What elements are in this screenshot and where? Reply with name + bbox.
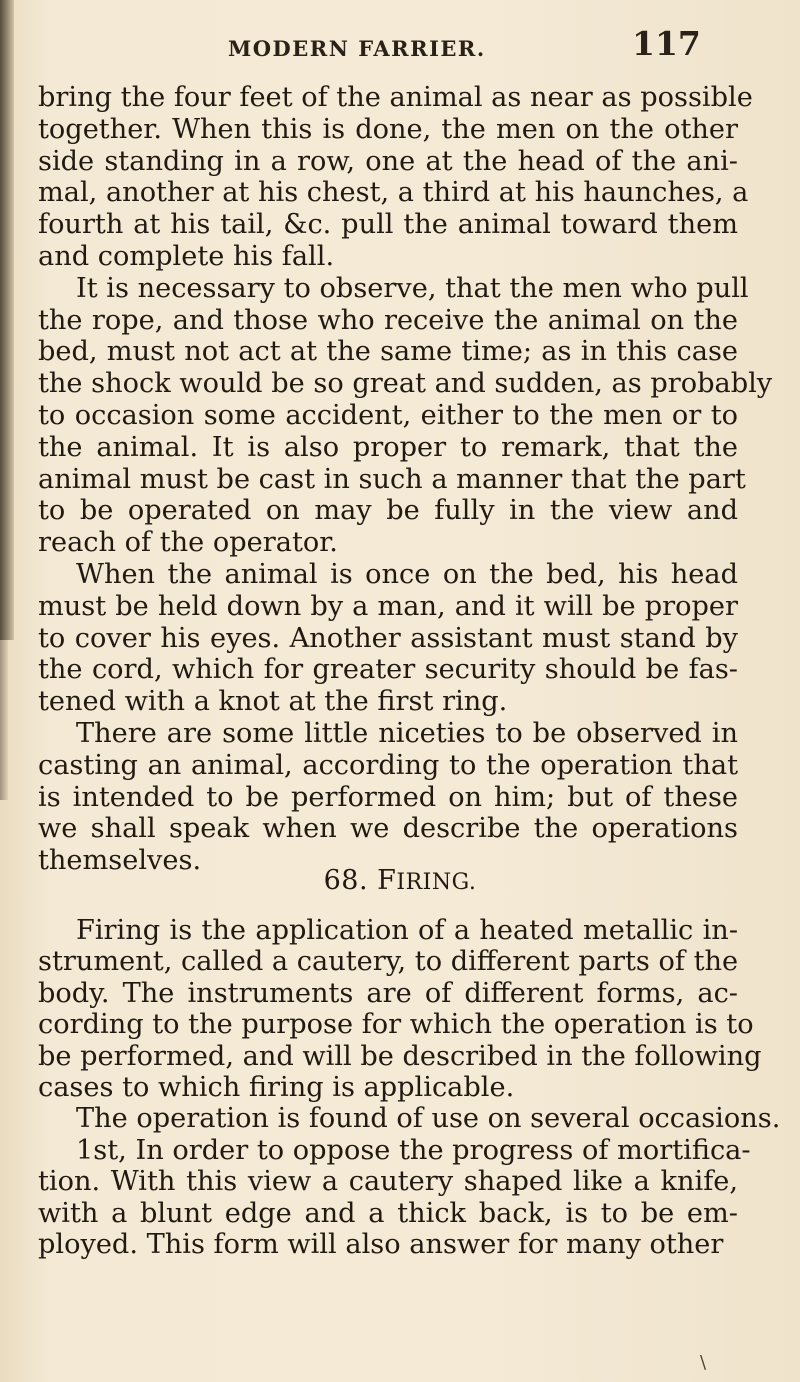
text-line: ployed. This form will also answer for many other: [38, 1228, 724, 1260]
text-line: casting an animal, according to the operation that: [38, 749, 738, 781]
text-line: and complete his fall.: [38, 240, 335, 272]
text-line: to occasion some accident, either to the men or to: [38, 399, 738, 431]
paragraph: [38, 718, 738, 877]
text-line: 1st, In order to oppose the progress of mortifica-: [76, 1134, 751, 1166]
text-line: the rope, and those who receive the animal on the: [38, 304, 738, 336]
text-line: to be operated on may be fully in the view and: [38, 495, 738, 527]
paragraph: [38, 1103, 781, 1135]
body-text-bottom: [38, 915, 781, 1260]
text-line: is intended to be performed on him; but of these: [38, 781, 738, 813]
text-line: fourth at his tail, &c. pull the animal toward them: [38, 209, 738, 241]
section-heading: [0, 865, 800, 896]
text-line: When the animal is once on the bed, his head: [76, 558, 738, 590]
paragraph: [38, 82, 753, 273]
binding-edge: [0, 0, 14, 640]
paragraph: [38, 1134, 751, 1261]
text-line: reach of the operator.: [38, 527, 338, 559]
section-title-initial: F: [377, 865, 397, 896]
text-line: bring the four feet of the animal as near as possible: [38, 82, 753, 113]
page-number: 117: [632, 24, 701, 63]
body-text-top: [38, 82, 773, 877]
text-line: tion. With this view a cautery shaped like a knife,: [38, 1166, 738, 1198]
margin-mark: \: [700, 1352, 707, 1373]
running-head: MODERN FARRIER.: [228, 36, 486, 61]
text-line: It is necessary to observe, that the men who pull: [76, 272, 749, 304]
text-line: to cover his eyes. Another assistant must stand by: [38, 622, 738, 654]
paragraph: [38, 559, 738, 718]
text-line: animal must be cast in such a manner that the part: [38, 463, 746, 495]
text-line: the shock would be so great and sudden, as probably: [38, 368, 773, 400]
text-line: themselves.: [38, 845, 202, 877]
text-line: There are some little niceties to be observed in: [76, 717, 738, 749]
section-title-rest: IRING.: [396, 870, 477, 895]
text-line: bed, must not act at the same time; as in this case: [38, 336, 738, 368]
text-line: tened with a knot at the first ring.: [38, 686, 508, 718]
text-line: The operation is found of use on several occasions.: [76, 1103, 781, 1135]
binding-shadow: [0, 640, 8, 800]
paragraph: [38, 915, 762, 1103]
paragraph: [38, 272, 773, 559]
text-line: body. The instruments are of different forms, ac-: [38, 977, 738, 1009]
text-line: Firing is the application of a heated metallic in-: [76, 915, 738, 946]
text-line: the animal. It is also proper to remark, that the: [38, 431, 738, 463]
text-line: cases to which firing is applicable.: [38, 1071, 515, 1103]
text-line: with a blunt edge and a thick back, is to be em-: [38, 1197, 738, 1229]
section-number: 68.: [323, 865, 369, 896]
text-line: cording to the purpose for which the operation is to: [38, 1009, 754, 1041]
section-title: [377, 865, 476, 896]
text-line: be performed, and will be described in the following: [38, 1040, 762, 1072]
text-line: we shall speak when we describe the operations: [38, 813, 738, 845]
text-line: the cord, which for greater security should be fas-: [38, 654, 738, 686]
text-line: strument, called a cautery, to different parts of the: [38, 946, 739, 978]
text-line: must be held down by a man, and it will be proper: [38, 590, 738, 622]
text-line: mal, another at his chest, a third at his haunches, a: [38, 177, 749, 209]
text-line: side standing in a row, one at the head of the ani-: [38, 145, 738, 177]
text-line: together. When this is done, the men on the other: [38, 113, 738, 145]
